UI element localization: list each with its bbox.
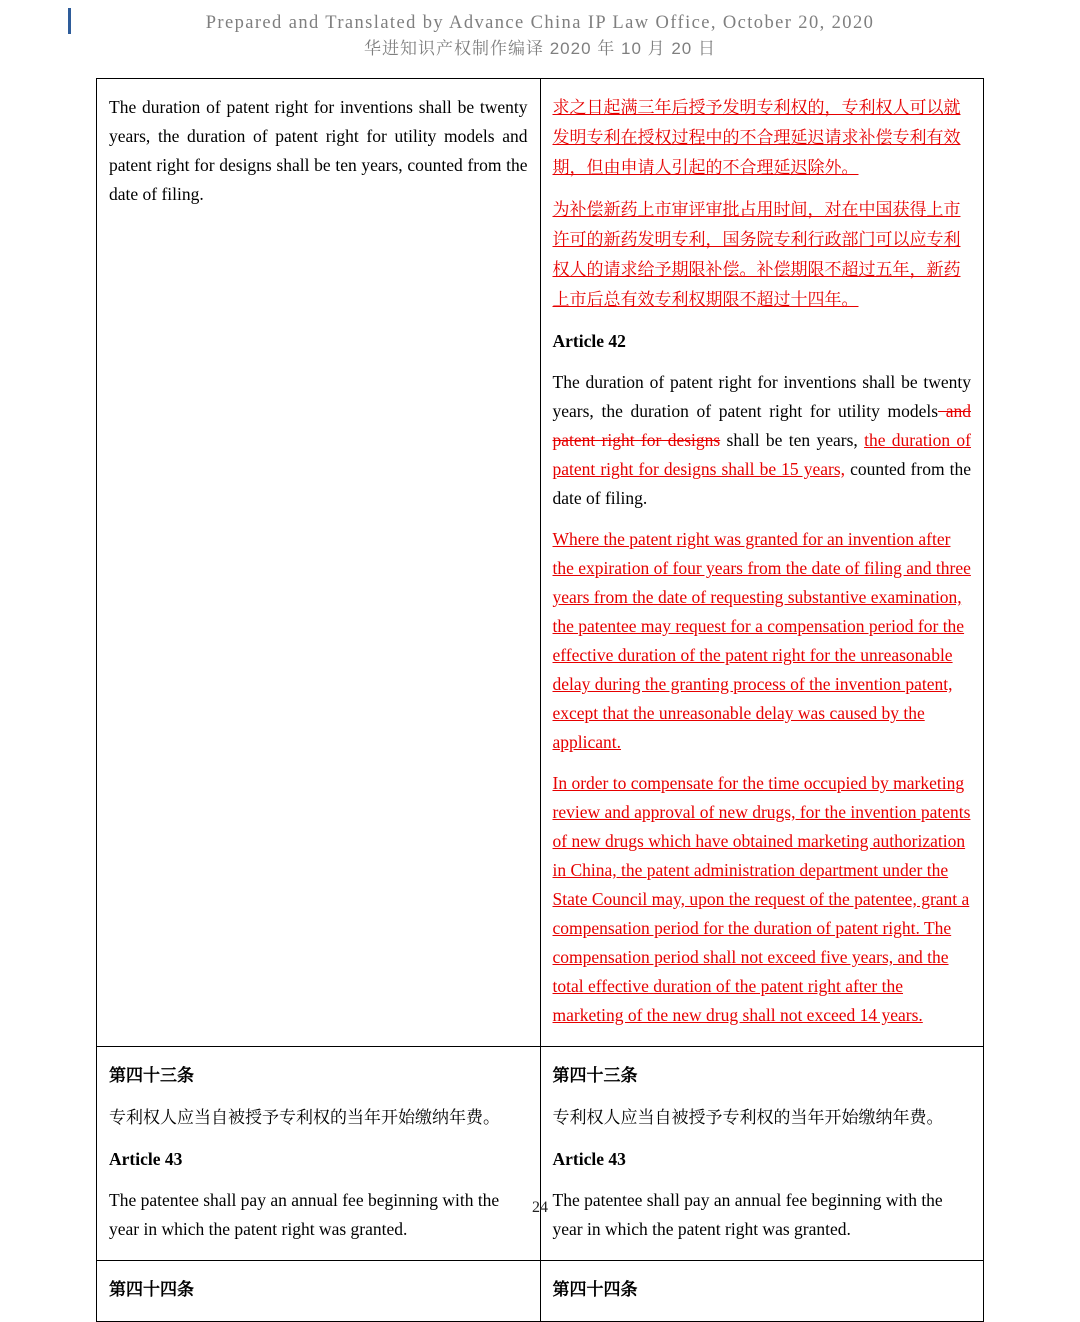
heading-article-44-chinese: 第四十四条 (552, 1280, 638, 1299)
heading-article-43: Article 43 (109, 1149, 183, 1169)
cell-content (553, 93, 972, 1030)
paragraph-english-insert-2: In order to compensate for the time occupied by marketing review and approval of new drugs, for the invention patents of new drugs which have obtained marketing authorization in China, the patent administration department under the State Council may, upon the request of the patentee, grant a compensation period for the duration of patent right. The compensation period shall not exceed five years, and the total effective duration of the patent right after the marketing of the new drug shall not exceed 14 years. (552, 773, 971, 1025)
paragraph-article43-english: The patentee shall pay an annual fee beginning with the year in which the patent right was granted. (109, 1190, 500, 1239)
margin-mark (68, 8, 71, 34)
heading-article-43-chinese: 第四十三条 (552, 1066, 638, 1085)
cell-content (109, 1275, 528, 1305)
table-cell-left (97, 1261, 541, 1322)
paragraph-article42-revised-english (553, 368, 972, 513)
segment-plain-2: shall be ten years, (720, 430, 865, 450)
paragraph-english-insert-1: Where the patent right was granted for an invention after the expiration of four years from the date of filing and three years from the date of requesting substantive examination, the patentee may request for a compensation period for the effective duration of the patent right for the unreasonable delay during the granting process of the invention patent, except that the unreasonable delay was caused by the applicant. (552, 529, 971, 752)
heading-article-42: Article 42 (552, 331, 626, 351)
paragraph-chinese-insert-2: 为补偿新药上市审评审批占用时间，对在中国获得上市许可的新药发明专利，国务院专利行政部门可以应专利权人的请求给予期限补偿。补偿期限不超过五年，新药上市后总有效专利权期限不超过十四年。 (552, 200, 961, 309)
table-cell-right (540, 1261, 984, 1322)
page-header (0, 0, 1080, 62)
paragraph-article42-old-english: The duration of patent right for inventions shall be twenty years, the duration of patent right for utility models and patent right for designs shall be ten years, counted from the date of filing. (109, 97, 528, 204)
heading-article-43: Article 43 (552, 1149, 626, 1169)
table-row (97, 1047, 984, 1261)
cell-content (109, 93, 528, 209)
cell-content (553, 1275, 972, 1305)
paragraph-article43-chinese: 专利权人应当自被授予专利权的当年开始缴纳年费。 (552, 1108, 944, 1127)
segment-plain-3: counted from the date of filing. (552, 459, 971, 508)
table-row (97, 79, 984, 1047)
header-line-english: Prepared and Translated by Advance China IP Law Office, October 20, 2020 (205, 13, 875, 33)
heading-article-44-chinese: 第四十四条 (109, 1280, 194, 1299)
paragraph-article43-chinese: 专利权人应当自被授予专利权的当年开始缴纳年费。 (109, 1108, 500, 1127)
bilingual-comparison-table (96, 78, 984, 1322)
table-cell-right (540, 79, 984, 1047)
header-line-chinese: 华进知识产权制作编译 2020 年 10 月 20 日 (364, 39, 716, 58)
page-number: 24 (532, 1199, 548, 1216)
segment-deleted: and patent right for designs (552, 401, 971, 450)
heading-article-43-chinese: 第四十三条 (109, 1066, 194, 1085)
paragraph-chinese-insert-1: 求之日起满三年后授予发明专利权的，专利权人可以就发明专利在授权过程中的不合理延迟请求补偿专利有效期，但由申请人引起的不合理延迟除外。 (552, 98, 961, 177)
paragraph-article43-english: The patentee shall pay an annual fee beginning with the year in which the patent right was granted. (552, 1190, 943, 1239)
table-cell-left (97, 79, 541, 1047)
segment-inserted: the duration of patent right for designs shall be 15 years, (552, 430, 972, 479)
table-cell-left (97, 1047, 541, 1261)
table-cell-right (540, 1047, 984, 1261)
table-row (97, 1261, 984, 1322)
segment-plain-1: The duration of patent right for inventions shall be twenty years, the duration of patent right for utility models (552, 372, 971, 421)
